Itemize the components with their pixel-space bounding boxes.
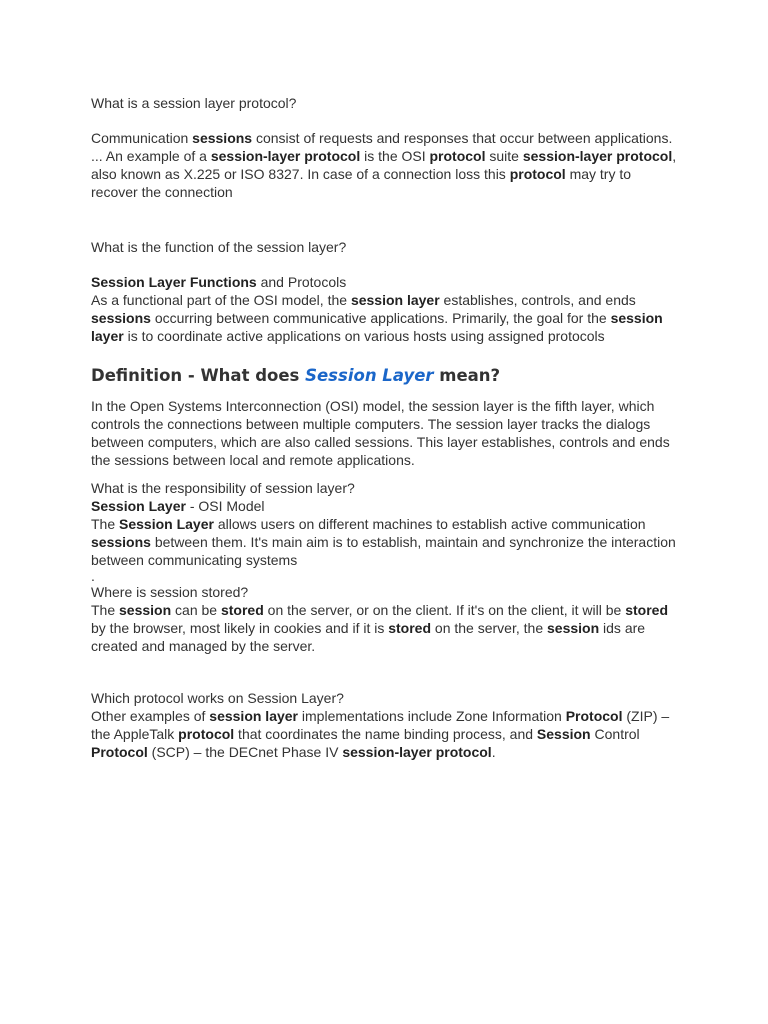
text-run: (SCP) – the DECnet Phase IV [147, 744, 343, 760]
definition-heading-prefix: Definition - What does [91, 366, 306, 385]
bold-term: Session [536, 726, 591, 742]
text-run: may try to recover the connection [91, 166, 632, 200]
text-run: is the OSI [360, 148, 430, 164]
bold-term: session layer [91, 310, 663, 344]
text-run: ids are created and managed by the server. [91, 620, 646, 654]
answer-responsibility-session-layer [91, 515, 681, 569]
answer-session-layer-protocol [91, 129, 681, 201]
text-run: and Protocols [256, 274, 347, 290]
answer-where-session-stored [91, 601, 681, 655]
bold-term: sessions [91, 534, 151, 550]
answer-function-session-layer [91, 291, 681, 345]
text-run: . [491, 744, 496, 760]
bold-term: sessions [91, 310, 151, 326]
text-run: - OSI Model [185, 498, 265, 514]
text-run: The [91, 602, 120, 618]
bold-term: Protocol [565, 708, 623, 724]
text-run: on the server, the [431, 620, 547, 636]
trailing-period: . [91, 568, 95, 584]
definition-heading-suffix: mean? [433, 366, 501, 385]
bold-term: Session Layer Functions [91, 274, 257, 290]
text-run: (ZIP) – the AppleTalk [91, 708, 670, 742]
text-run: occurring between communicative applications. Primarily, the goal for the [150, 310, 611, 326]
bold-term: session-layer protocol [210, 148, 361, 164]
text-run: Other examples of [91, 708, 210, 724]
answer-protocol-session-layer [91, 707, 681, 761]
text-run: on the server, or on the client. If it's on the client, it will be [263, 602, 626, 618]
bold-term: session-layer protocol [522, 148, 673, 164]
text-run: allows users on different machines to establish active communication [213, 516, 646, 532]
subtitle-session-layer-osi-model [91, 497, 681, 515]
text-run: can be [171, 602, 221, 618]
definition-heading [91, 365, 681, 387]
text-run: The [91, 516, 120, 532]
text-run: is to coordinate active applications on various hosts using assigned protocols [123, 328, 605, 344]
document-body [91, 94, 681, 761]
text-run: implementations include Zone Information [298, 708, 566, 724]
question-session-layer-protocol: What is a session layer protocol? [91, 95, 297, 111]
text-run: between them. It's main aim is to establish, maintain and synchronize the interaction between communicating systems [91, 534, 676, 568]
text-run: Communication [91, 130, 193, 146]
bold-term: protocol [429, 148, 486, 164]
text-run: Control [590, 726, 640, 742]
text-run: that coordinates the name binding process, and [234, 726, 537, 742]
bold-term: stored [388, 620, 432, 636]
question-function-session-layer: What is the function of the session layer? [91, 239, 347, 255]
question-protocol-session-layer: Which protocol works on Session Layer? [91, 690, 344, 706]
text-run: consist of requests and responses that occur between applications. ... An example of a [91, 130, 673, 164]
question-responsibility-session-layer: What is the responsibility of session layer? [91, 480, 355, 496]
bold-term: session layer [209, 708, 299, 724]
text-run: suite [485, 148, 523, 164]
bold-term: session [547, 620, 600, 636]
definition-heading-term: Session Layer [305, 366, 434, 385]
bold-term: Protocol [91, 744, 148, 760]
bold-term: session layer [350, 292, 440, 308]
bold-term: protocol [509, 166, 566, 182]
bold-term: Session Layer [91, 498, 186, 514]
text-run: As a functional part of the OSI model, the [91, 292, 351, 308]
text-run: by the browser, most likely in cookies and if it is [91, 620, 389, 636]
bold-term: sessions [192, 130, 253, 146]
bold-term: stored [220, 602, 264, 618]
bold-term: Session Layer [119, 516, 214, 532]
bold-term: session [119, 602, 172, 618]
text-run: , also known as X.225 or ISO 8327. In case of a connection loss this [91, 148, 677, 182]
text-run: establishes, controls, and ends [439, 292, 636, 308]
definition-text: In the Open Systems Interconnection (OSI) model, the session layer is the fifth layer, which controls the connections between multiple computers. The session layer tracks the dialogs between computers, which are also called sessions. This layer establishes, controls and ends the sessions between local and remote applications. [91, 398, 670, 468]
bold-term: stored [625, 602, 668, 618]
bold-term: protocol [178, 726, 235, 742]
bold-term: session-layer protocol [342, 744, 492, 760]
subtitle-session-layer-functions [91, 273, 681, 291]
question-where-session-stored: Where is session stored? [91, 584, 249, 600]
